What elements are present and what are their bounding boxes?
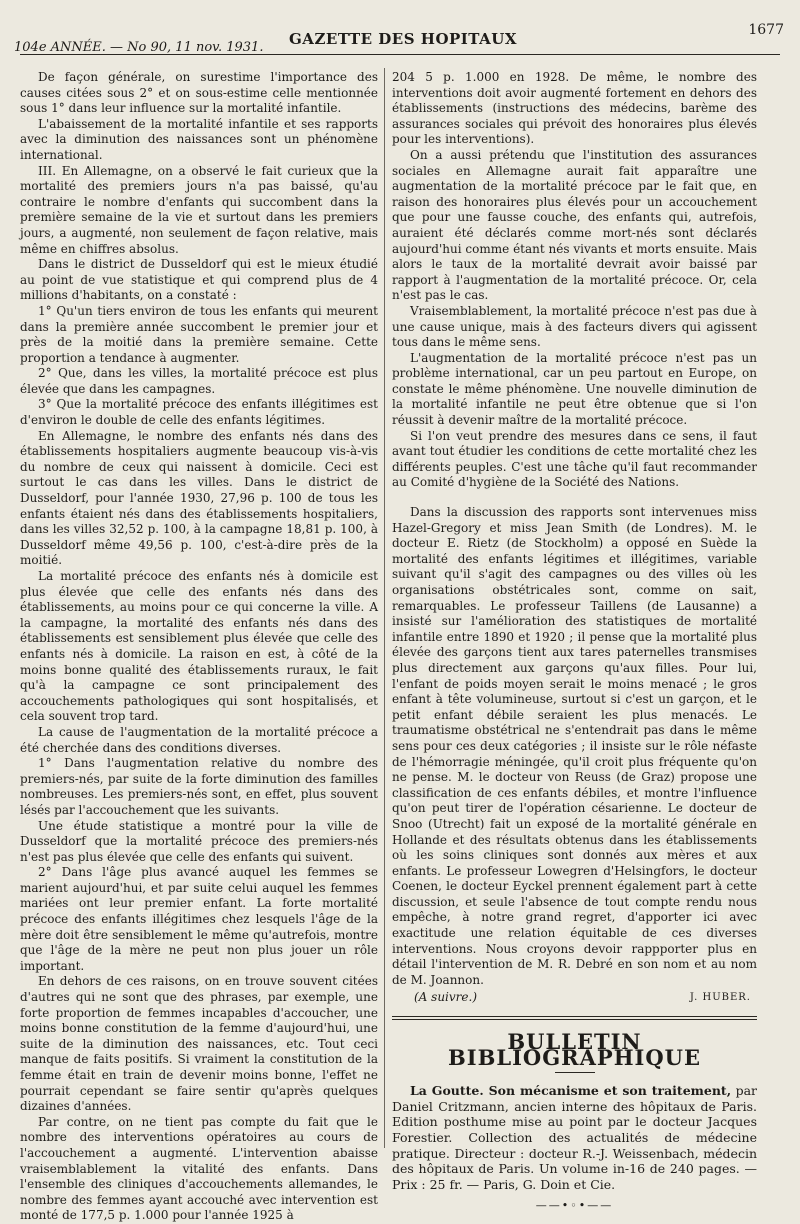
- paragraph: 2° Que, dans les villes, la mortalité précoce est plus élevée que dans les campagnes.: [20, 366, 378, 396]
- article-signoff: [392, 990, 757, 1006]
- section-double-rule: [392, 1016, 757, 1020]
- header-rule: [20, 54, 780, 55]
- paragraph: La mortalité précoce des enfants nés à domicile est plus élevée que celle des enfants nés dans des établissements, au moins pour ce qui concerne la ville. A la campagne, la mortalité des enfants nés dans des établissements est sensiblement plus élevée que celle des enfants nés à domicile. La raison en est, à côté de la moins bonne qualité des établissements ruraux, le fait qu'à la campagne ce sont principalement des accouchements pathologiques qui sont hospitalisés, et cela souvent trop tard.: [20, 569, 378, 724]
- paragraph: En dehors de ces raisons, on en trouve souvent citées d'autres qui ne sont que des phrases, par exemple, une forte proportion de femmes incapables d'accoucher, une moins bonne constitution de la femme d'aujourd'hui, une suite de la diminution des naissances, etc. Tout ceci manque de faits positifs. Si vraiment la constitution de la femme était en train de devenir moins bonne, l'effet ne pourrait cependant se faire sentir qu'après quelques dizaines d'années.: [20, 974, 378, 1114]
- journal-title: GAZETTE DES HOPITAUX: [289, 30, 518, 48]
- paragraph: De façon générale, on surestime l'importance des causes citées sous 2° et on sous-estime celle mentionnée sous 1° dans leur influence sur la mortalité infantile.: [20, 70, 378, 116]
- bulletin-title: BULLETIN BIBLIOGRAPHIQUE: [448, 1029, 701, 1070]
- paragraph: 1° Qu'un tiers environ de tous les enfants qui meurent dans la première année succombent le premier jour et près de la moitié dans la première semaine. Cette proportion a tendance à augmenter.: [20, 303, 378, 365]
- paragraph: 3° Que la mortalité précoce des enfants illégitimes est d'environ le double de celle des enfants légitimes.: [20, 397, 378, 428]
- paragraph: Si l'on veut prendre des mesures dans ce sens, il faut avant tout étudier les conditions de cette mortalité chez les différents peuples. C'est une tâche qu'il faut recommander au Comité d'hygiène de la Société des Nations.: [392, 428, 757, 490]
- ornament: ——•◦•——: [535, 1199, 614, 1213]
- paragraph: Une étude statistique a montré pour la ville de Dusseldorf que la mortalité précoce des premiers-nés n'est pas plus élevée que celle des enfants qui suivent.: [20, 818, 378, 864]
- paragraph: Vraisemblablement, la mortalité précoce n'est pas due à une cause unique, mais à des facteurs divers qui agissent tous dans le même sens.: [392, 303, 757, 350]
- book-title: La Goutte. Son mécanisme et son traitement,: [410, 1083, 732, 1099]
- page-header: [14, 22, 784, 55]
- article-author: J. HUBER.: [689, 992, 751, 1004]
- paragraph: 2° Dans l'âge plus avancé auquel les femmes se marient aujourd'hui, et par suite celui auquel les femmes mariées ont leur premier enfant. La forte mortalité précoce des enfants illégitimes chez lesquels l'âge de la mère doit être sensiblement le même qu'autrefois, montre que l'âge de la mère ne peut non plus jouer un rôle important.: [20, 865, 378, 973]
- book-details: par Daniel Critzmann, ancien interne des hôpitaux de Paris. Edition posthume mise au point par le docteur Jacques Forestier. Collection des actualités de médecine pratique. Directeur : docteur R.-J. Weissenbach, médecin des hôpitaux de Paris. Un volume in-16 de 240 pages. — Prix : 25 fr. — Paris, G. Doin et Cie.: [392, 1083, 757, 1192]
- issue-info: 104e ANNÉE. — No 90, 11 nov. 1931.: [14, 40, 264, 55]
- paragraph: 1° Dans l'augmentation relative du nombre des premiers-nés, par suite de la forte diminution des familles nombreuses. Les premiers-nés sont, en effet, plus souvent lésés par l'accouchement que les suivants.: [20, 756, 378, 817]
- paragraph: L'augmentation de la mortalité précoce n'est pas un problème international, car un peu partout en Europe, on constate le même phénomène. Une nouvelle diminution de la mortalité infantile ne peut être obtenue que si l'on réussit à devenir maître de la mortalité précoce.: [392, 350, 757, 428]
- discussion-paragraph: Dans la discussion des rapports sont intervenues miss Hazel-Gregory et miss Jean Smith (de Londres). M. le docteur E. Rietz (de Stockholm) a opposé en Suède la mortalité des enfants légitimes et illégitimes, variable suivant qu'il s'agit des campagnes ou des villes où les organisations obstétricales sont, comme on sait, remarquables. Le professeur Taillens (de Lausanne) a insisté sur l'amélioration des statistiques de mortalité infantile entre 1890 et 1920 ; il pense que la mortalité plus élevée des garçons tient aux tares paternelles transmises plus directement aux garçons qu'aux filles. Pour lui, l'enfant de poids moyen serait le moins menacé ; le gros enfant à tête volumineuse, surtout si c'est un garçon, et le petit enfant débile seraient les plus menacés. Le traumatisme obstétrical ne s'entendrait pas dans le même sens pour ces deux catégories ; il insiste sur le rôle néfaste de l'hémorragie méningée, qu'il croit plus fréquente qu'on ne pense. M. le docteur von Reuss (de Graz) propose une classification de ces enfants débiles, et montre l'influence qu'on peut tirer de l'opération césarienne. Le docteur de Snoo (Utrecht) fait un exposé de la mortalité générale en Hollande et des résultats obtenus dans les établissements où les soins cliniques sont donnés aux mères et aux enfants. Le professeur Lowegren d'Helsingfors, le docteur Coenen, le docteur Eyckel prennent également part à cette discussion, et seule l'absence de tout compte rendu nous empêche, à notre grand regret, d'apporter ici avec exactitude une relation équitable de ces diverses interventions. Nous croyons devoir rappporter plus en détail l'intervention de M. R. Debré en son nom et au nom de M. Joannon.: [392, 505, 757, 987]
- paragraph: La cause de l'augmentation de la mortalité précoce a été cherchée dans des conditions diverses.: [20, 724, 378, 755]
- column-divider: [384, 68, 385, 1148]
- paragraph: L'abaissement de la mortalité infantile et ses rapports avec la diminution des naissances sont un phénomène international.: [20, 116, 378, 162]
- paragraph: Par contre, on ne tient pas compte du fait que le nombre des interventions opératoires au cours de l'accouchement a augmenté. L'intervention abaisse vraisemblablement la vitalité des enfants. Dans l'ensemble des cliniques d'accouchements allemandes, le nombre des femmes ayant accouché avec intervention est monté de 177,5 p. 1.000 pour l'année 1925 à: [20, 1114, 378, 1223]
- right-column: [392, 70, 757, 1214]
- paragraph: III. En Allemagne, on a observé le fait curieux que la mortalité des premiers jours n'a pas baissé, qu'au contraire le nombre d'enfants qui succombent dans la première semaine de la vie et surtout dans les premiers jours, a augmenté, non seulement de façon relative, mais même en chiffres absolus.: [20, 163, 378, 256]
- to-be-continued: (A suivre.): [414, 990, 477, 1005]
- book-review: [392, 1083, 757, 1192]
- title-rule: [555, 1072, 595, 1073]
- paragraph: En Allemagne, le nombre des enfants nés dans des établissements hospitaliers augmente beaucoup vis-à-vis du nombre de ceux qui naissent à domicile. Ceci est surtout le cas dans les villes. Dans le district de Dusseldorf, pour l'année 1930, 27,96 p. 100 de tous les enfants étaient nés dans des établissements hospitaliers, dans les villes 32,52 p. 100, à la campagne 18,81 p. 100, à Dusseldorf même 49,56 p. 100, c'est-à-dire près de la moitié.: [20, 428, 378, 568]
- paragraph: 204 5 p. 1.000 en 1928. De même, le nombre des interventions doit avoir augmenté fortement en dehors des établissements (instructions des médecins, barème des assurances sociales qui prévoit des honoraires plus élevés pour les interventions).: [392, 70, 757, 147]
- left-column: [20, 70, 378, 1224]
- page-number: 1677: [748, 22, 784, 38]
- paragraph: On a aussi prétendu que l'institution des assurances sociales en Allemagne aurait fait apparaître une augmentation de la mortalité précoce par le fait que, en raison des honoraires plus élevés pour un accouchement que pour une fausse couche, des enfants qui, autrefois, auraient été déclarés comme mort-nés sont déclarés aujourd'hui comme étant nés vivants et morts ensuite. Mais alors le taux de la mortalité devrait avoir baissé par rapport à l'augmentation de la mortalité précoce. Or, cela n'est pas le cas.: [392, 147, 757, 303]
- paragraph: Dans le district de Dusseldorf qui est le mieux étudié au point de vue statistique et qui comprend plus de 4 millions d'habitants, on a constaté :: [20, 257, 378, 303]
